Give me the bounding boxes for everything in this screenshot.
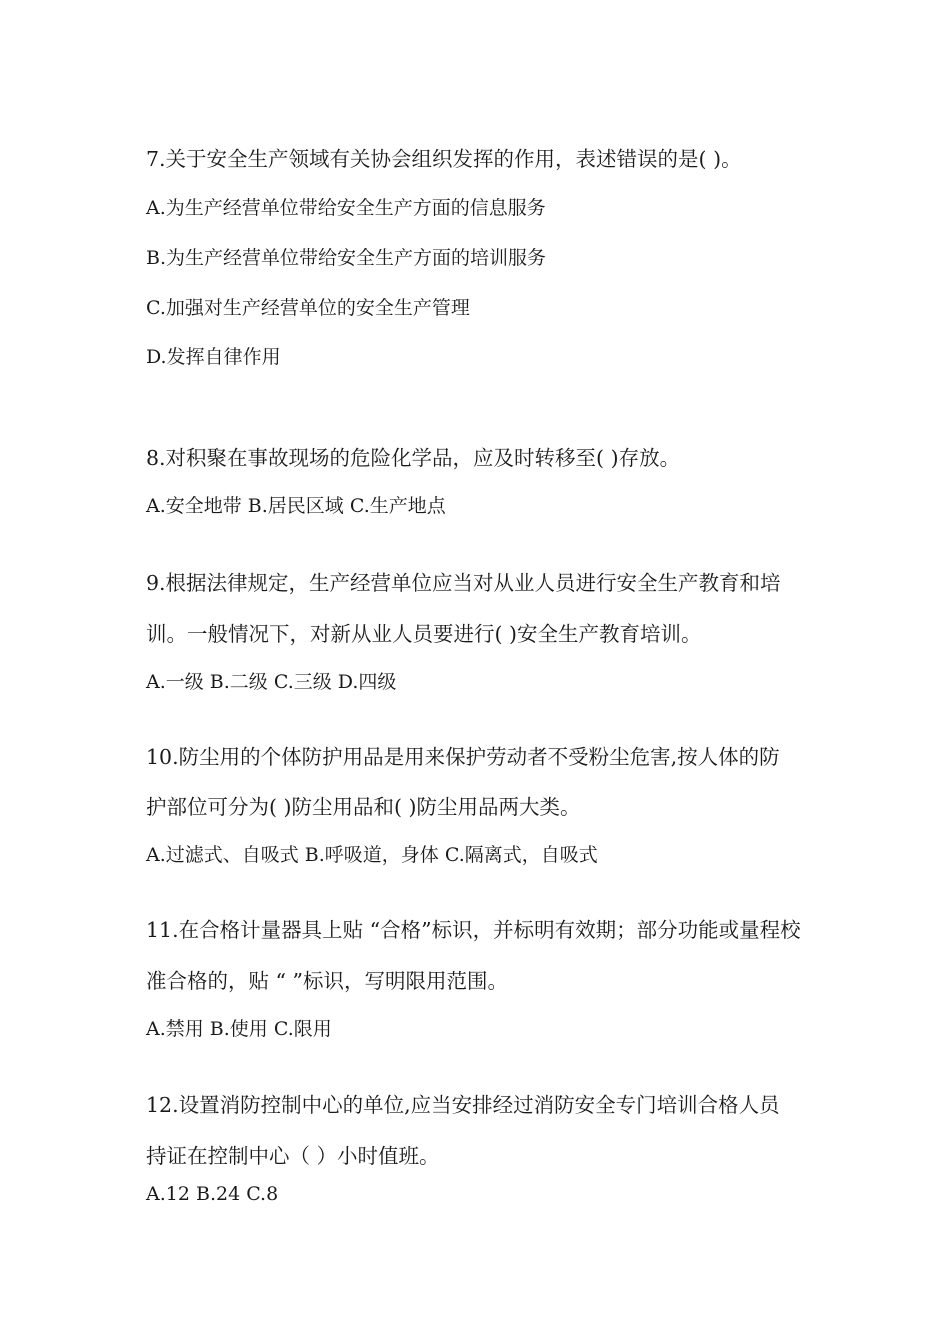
- question-7-option-d: D.发挥自律作用: [146, 346, 281, 368]
- question-9-text-line-2: 训。一般情况下，对新从业人员要进行( )安全生产教育培训。: [146, 622, 702, 646]
- question-7-option-c: C.加强对生产经营单位的安全生产管理: [146, 297, 470, 319]
- question-10-options: A.过滤式、自吸式 B.呼吸道，身体 C.隔离式，自吸式: [146, 844, 598, 866]
- question-7-option-b: B.为生产经营单位带给安全生产方面的培训服务: [146, 247, 547, 269]
- question-10-text-line-1: 10.防尘用的个体防护用品是用来保护劳动者不受粉尘危害,按人体的防: [146, 745, 780, 769]
- question-12-text-line-1: 12.设置消防控制中心的单位,应当安排经过消防安全专门培训合格人员: [146, 1093, 780, 1117]
- question-7-text: 7.关于安全生产领域有关协会组织发挥的作用，表述错误的是( )。: [146, 147, 742, 171]
- question-11-text-line-2: 准合格的，贴 “ ”标识，写明限用范围。: [146, 969, 508, 993]
- question-12-options: A.12 B.24 C.8: [146, 1183, 279, 1205]
- question-9-options: A.一级 B.二级 C.三级 D.四级: [146, 671, 397, 693]
- question-8-options: A.安全地带 B.居民区域 C.生产地点: [146, 495, 446, 517]
- question-10-text-line-2: 护部位可分为( )防尘用品和( )防尘用品两大类。: [146, 795, 581, 819]
- question-11-options: A.禁用 B.使用 C.限用: [146, 1018, 332, 1040]
- question-8-text: 8.对积聚在事故现场的危险化学品，应及时转移至( )存放。: [146, 446, 681, 470]
- question-12-text-line-2: 持证在控制中心（ ）小时值班。: [146, 1144, 440, 1168]
- question-7-option-a: A.为生产经营单位带给安全生产方面的信息服务: [146, 197, 546, 219]
- question-9-text-line-1: 9.根据法律规定，生产经营单位应当对从业人员进行安全生产教育和培: [146, 571, 781, 595]
- question-11-text-line-1: 11.在合格计量器具上贴 “合格”标识，并标明有效期；部分功能或量程校: [146, 918, 801, 942]
